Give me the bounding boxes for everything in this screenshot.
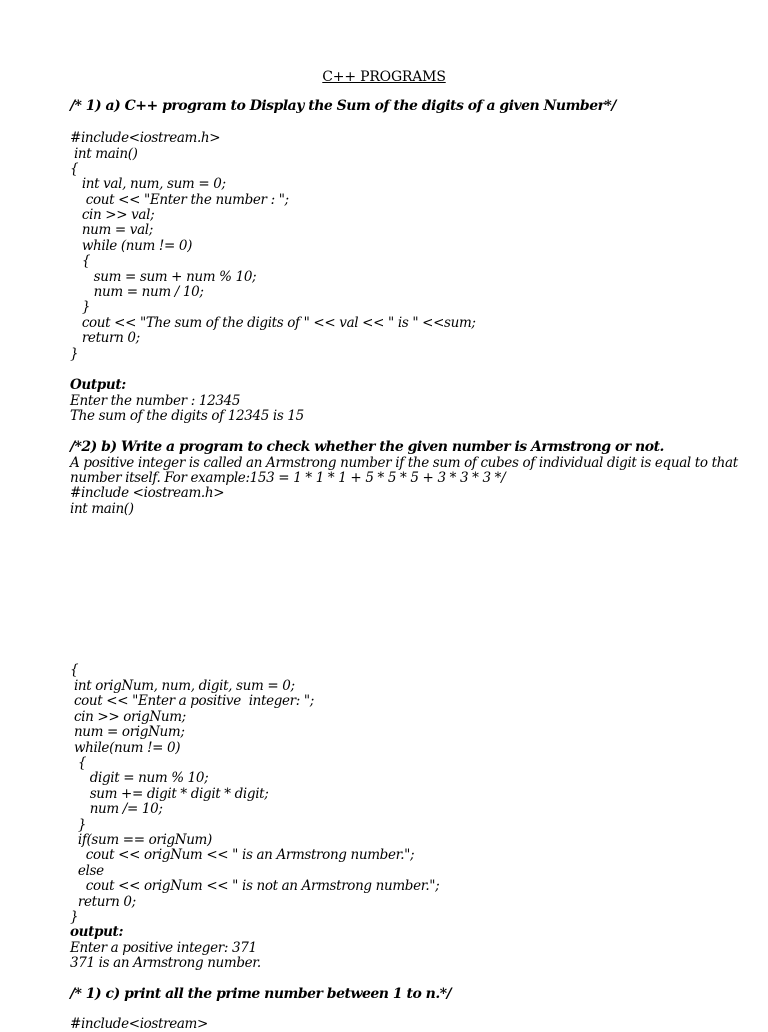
- code-line: while (num != 0): [70, 238, 193, 254]
- section-2-description-line: number itself. For example:153 = 1 * 1 * 1 + 5 * 5 * 5 + 3 * 3 * 3 */: [70, 470, 506, 486]
- code-line: {: [70, 662, 79, 678]
- code-line: }: [70, 817, 87, 833]
- code-line: num = origNum;: [70, 724, 185, 740]
- section-2-description-line: A positive integer is called an Armstrong number if the sum of cubes of individual digit is equal to that: [70, 455, 738, 471]
- code-line: cout << "Enter the number : ";: [70, 192, 289, 208]
- section-1-heading: /* 1) a) C++ program to Display the Sum of the digits of a given Number*/: [70, 98, 616, 114]
- code-line: {: [70, 161, 79, 177]
- section-2-output-label: output:: [70, 924, 124, 940]
- code-line: {: [70, 253, 91, 269]
- section-3-heading: /* 1) c) print all the prime number between 1 to n.*/: [70, 986, 452, 1002]
- code-line: int origNum, num, digit, sum = 0;: [70, 678, 295, 694]
- code-line: }: [70, 299, 91, 315]
- code-line: return 0;: [70, 894, 136, 910]
- code-line: cin >> val;: [70, 207, 155, 223]
- code-line: num = val;: [70, 222, 153, 238]
- code-line: sum += digit * digit * digit;: [70, 786, 269, 802]
- section-1-output-label: Output:: [70, 377, 126, 393]
- code-line: #include <iostream.h>: [70, 485, 225, 501]
- code-line: {: [70, 755, 87, 771]
- output-line: The sum of the digits of 12345 is 15: [70, 408, 304, 424]
- code-line: #include<iostream>: [70, 1016, 208, 1032]
- code-line: else: [70, 863, 104, 879]
- code-line: return 0;: [70, 330, 140, 346]
- code-line: }: [70, 909, 79, 925]
- code-line: int val, num, sum = 0;: [70, 176, 226, 192]
- output-line: Enter the number : 12345: [70, 393, 241, 409]
- code-line: }: [70, 346, 79, 362]
- code-line: num /= 10;: [70, 801, 163, 817]
- output-line: Enter a positive integer: 371: [70, 940, 257, 956]
- code-line: cout << "Enter a positive integer: ";: [70, 693, 314, 709]
- code-line: int main(): [70, 501, 134, 517]
- code-line: int main(): [70, 146, 138, 162]
- code-line: sum = sum + num % 10;: [70, 269, 257, 285]
- output-line: 371 is an Armstrong number.: [70, 955, 261, 971]
- code-line: num = num / 10;: [70, 284, 204, 300]
- code-line: while(num != 0): [70, 740, 181, 756]
- section-2-heading: /*2) b) Write a program to check whether the given number is Armstrong or not.: [70, 439, 664, 455]
- code-line: cin >> origNum;: [70, 709, 186, 725]
- code-line: digit = num % 10;: [70, 770, 209, 786]
- code-line: if(sum == origNum): [70, 832, 212, 848]
- code-line: cout << origNum << " is an Armstrong number.";: [70, 847, 415, 863]
- code-line: cout << origNum << " is not an Armstrong number.";: [70, 878, 440, 894]
- code-line: cout << "The sum of the digits of " << val << " is " <<sum;: [70, 315, 476, 331]
- page-title: C++ PROGRAMS: [322, 69, 446, 85]
- code-line: #include<iostream.h>: [70, 130, 221, 146]
